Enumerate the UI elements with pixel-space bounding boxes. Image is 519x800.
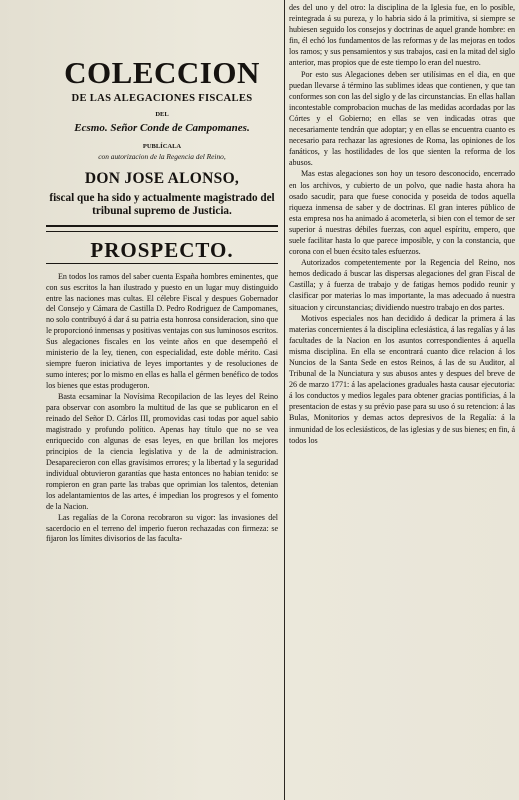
right-paragraph: des del uno y del otro: la disciplina de la Iglesia fue, en lo posible, reintegrada á su pureza, y lo habria sido á la primitiva, si siempre se hubiesen seguido los consejos y doctrinas de aquel grande hombre: en fin, él echó los fundamentos de las reformas y de las mejoras en todos los ramos; y sus pensamientos y sus trabajos, casi en la mitad del siglo anterior, mas propios que de este tiempo lo eran del nuestro. — [289, 3, 515, 68]
document-title: COLECCION — [64, 55, 260, 90]
prospecto-body — [46, 272, 278, 546]
column-divider — [284, 0, 285, 800]
prospecto-divider — [46, 263, 278, 264]
prospecto-paragraph: Basta ecsaminar la Novísima Recopilacion de las leyes del Reino para observar con asombro la multitud de las que se publicaron en el reinado del Señor D. Cárlos III, promovidas casi todas por aquel sabio magistrado y profundo político. Apenas hay título que no se vea enriquecido con algunas de esas leyes, en que brillan los mejores principios de la ciencia legislativa y de la de administracion. Desaparecieron con ellas gravísimos errores; y la libertad y la seguridad individual obtuvieron garantías que hasta entonces no habian tenido: se rompieron en gran parte las trabas que oprimian los talentos, detenian los adelantamientos de las artes, é impedian los progresos y el fomento de la Nacion. — [46, 392, 278, 511]
authorization-line: con autorizacion de la Regencia del Reino, — [98, 152, 226, 161]
prospecto-paragraph: Las regalías de la Corona recobraron su vigor: las invasiones del sacerdocio en el terreno del imperio fueron rechazadas con firmeza: se fijaron los límites divisorios de las faculta- — [46, 512, 278, 544]
right-paragraph: Por esto sus Alegaciones deben ser utilísimas en el dia, en que puedan llevarse á término las sublimes ideas que contienen, y que tan conformes son con las del siglo y de las circunstancias. En ellas hallan incontestable comprobacion muchas de las medidas acordadas por las Córtes y el Gobierno; en ellas se ven indicadas otras que necesariamente tendrán que adoptar; y en ellas se encuentra cuanto es necesario para rechazar las agresiones de Roma, las opiniones de los fanáticos, y las hostilidades de los que sienten la reforma de los abusos. — [289, 69, 515, 168]
right-paragraph: Mas estas alegaciones son hoy un tesoro desconocido, encerrado en los archivos, y cubierto de un polvo, que nadie hasta ahora ha osado sacudir, para que fuese conocida y poseida de todos aquella riqueza inmensa de saber y de doctrinas. El gran interes público de esta empresa nos ha animado á acometerla, si bien con el temor de ser superior á nuestras débiles fuerzas, con aquel espíritu, empero, que suele facilitar hasta lo que parece imposible, y con la constancia, que corona con el buen écsito tales esfuerzos. — [289, 169, 515, 257]
right-paragraph: Autorizados competentemente por la Regencia del Reino, nos hemos dedicado á buscar las dispersas alegaciones del gran Fiscal de Castilla; y á fuerza de trabajo y de fatigas hemos podido reunir y clasificar por materias lo mas importante, la mas adecuado á nuestra situacion y circunstancias; dividiendo nuestro trabajo en dos partes. — [289, 258, 515, 312]
right-paragraph: Motivos especiales nos han decidido á dedicar la primera á las materias concernientes á la disciplina eclesiástica, á las regalías y á las facultades de la Nacion en los asuntos correspondientes á aquella misma disciplina. En ella se encontrará cuanto dice relacion á los Nuncios de la Santa Sede en estos Reinos, á las de su Auditor, al Tribunal de la Nunciatura y sus abusos antes y despues del breve de 26 de marzo 1771: á las apelaciones graduales hasta causar ejecutoria: á los conductos y medios legales para obtener gracias pontificias, á la presentacion de estas y su prévio pase para su uso ó su retencion: á las Bulas, Monitorios y demas actos depresivos de la Regalía: á la inmunidad de los eclesiásticos, de las iglesias y de sus bienes; en fin, á todos los — [289, 313, 515, 445]
del-label: DEL — [155, 111, 169, 118]
header-divider — [46, 225, 278, 232]
editor-name: DON JOSE ALONSO, — [84, 170, 240, 187]
editor-title: fiscal que ha sido y actualmente magistrado del tribunal supremo de Justicia. — [49, 192, 275, 217]
right-column — [289, 2, 515, 446]
document-subtitle: DE LAS ALEGACIONES FISCALES — [71, 93, 253, 104]
author-line: Ecsmo. Señor Conde de Campomanes. — [74, 122, 250, 134]
prospecto-paragraph: En todos los ramos del saber cuenta España hombres eminentes, que con sus escritos la han ilustrado y puesto en un lugar muy distinguido entre las naciones mas cultas. El célebre Fiscal y despues Gobernador del Consejo y Cámara de Castilla D. Pedro Rodriguez de Campomanes, no solo contribuyó á dar á su patria esta honrosa consideracion, sino que le proporcionó inmensas y positivas ventajas con sus luminosos escritos. Sus alegaciones fiscales en los veinte años en que desempeñó el ministerio de la ley, tienen, con especialidad, este doble mérito. Casi siempre fueron iniciativa de leyes importantes y de resoluciones de sumo interes; por lo mismo en ellas es halla el gérmen benéfico de todos los bienes que estas produgeron. — [46, 271, 278, 391]
prospecto-heading: PROSPECTO. — [90, 237, 234, 262]
right-column-body — [289, 2, 515, 446]
publicala-label: PUBLÍCALA — [142, 143, 182, 150]
left-column — [46, 55, 278, 545]
